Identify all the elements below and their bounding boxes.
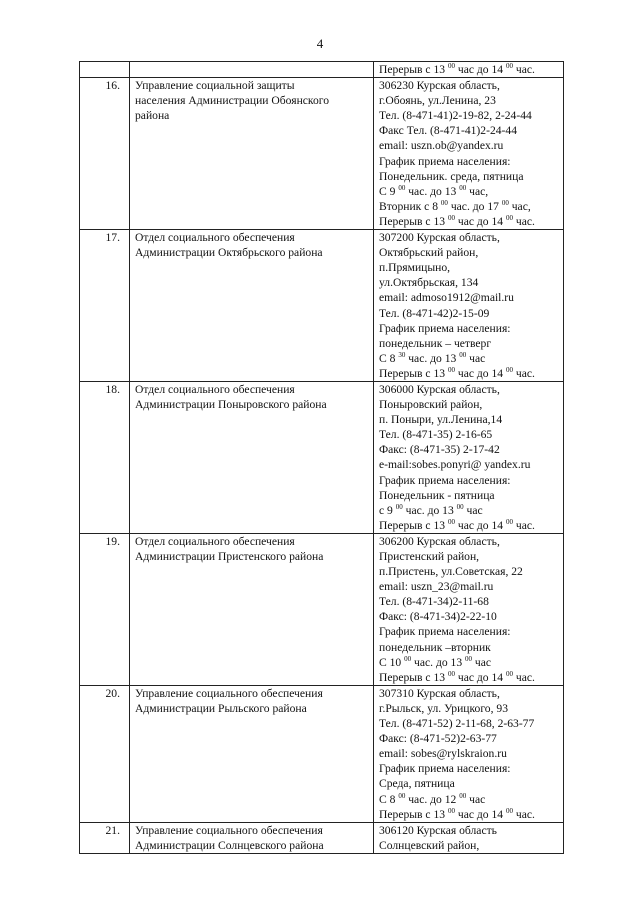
contact-info-text: 307310 Курская область, xyxy=(379,686,500,700)
contact-info-text: Октябрьский район, xyxy=(379,246,479,260)
time-minutes-superscript: 00 xyxy=(404,654,412,663)
contact-info-text: С 8 xyxy=(379,792,399,806)
contact-info-text: email: sobes@rylskraion.ru xyxy=(379,747,507,761)
contact-info-text: Понедельник. среда, пятница xyxy=(379,169,524,183)
organization-name-line: Администрации Октябрьского района xyxy=(135,246,323,260)
contact-info-line xyxy=(379,78,563,93)
contact-info-text: п.Пристень, ул.Советская, 22 xyxy=(379,565,523,579)
contact-info-line xyxy=(379,169,563,184)
contact-info-text: Тел. (8-471-34)2-11-68 xyxy=(379,595,489,609)
contact-info-line xyxy=(379,473,563,488)
contact-info-text: 306120 Курская область xyxy=(379,823,497,837)
time-minutes-superscript: 00 xyxy=(447,806,455,815)
contact-info-text: час. до 17 xyxy=(447,199,502,213)
contact-info-text: С 8 xyxy=(379,351,399,365)
contact-info-text: понедельник –вторник xyxy=(379,640,491,654)
contact-info-text: г.Рыльск, ул. Урицкого, 93 xyxy=(379,701,508,715)
contact-info-text: Факс: (8-471-35) 2-17-42 xyxy=(379,443,500,457)
contact-info-text: Факс: (8-471-34)2-22-10 xyxy=(379,610,497,624)
contact-info-line xyxy=(379,245,563,260)
contact-info-text: Тел. (8-471-52) 2-11-68, 2-63-77 xyxy=(379,717,535,731)
organization-name-cell xyxy=(130,381,374,533)
contact-info-text: час до 14 xyxy=(454,366,506,380)
organization-name-line: Отдел социального обеспечения xyxy=(135,231,295,245)
contact-info-text: час. до 13 xyxy=(405,351,460,365)
contact-info-text: Солнцевский район, xyxy=(379,838,480,852)
organization-name-line: Управление социальной защиты xyxy=(135,79,295,93)
organization-name-line: Администрации Рыльского района xyxy=(135,701,307,715)
contact-info-text: e-mail:sobes.ponyri@ yandex.ru xyxy=(379,458,531,472)
contact-info-text: час, xyxy=(508,199,531,213)
time-minutes-superscript: 00 xyxy=(456,502,464,511)
time-minutes-superscript: 00 xyxy=(459,791,467,800)
contact-info-line xyxy=(379,93,563,108)
contact-info-cell xyxy=(374,822,564,853)
organization-name-cell xyxy=(130,78,374,230)
time-minutes-superscript: 00 xyxy=(505,62,513,70)
contact-info-line xyxy=(379,488,563,503)
table-row xyxy=(80,822,564,853)
table-body xyxy=(80,62,564,854)
contact-info-line xyxy=(379,366,563,381)
row-number-cell xyxy=(80,62,130,78)
contact-info-cell xyxy=(374,62,564,78)
contact-info-text: час. xyxy=(512,214,535,228)
contact-info-line xyxy=(379,275,563,290)
time-minutes-superscript: 00 xyxy=(505,213,513,222)
contact-info-text: Перерыв с 13 xyxy=(379,518,448,532)
contact-info-line xyxy=(379,321,563,336)
contact-info-line xyxy=(379,108,563,123)
contact-info-text: 306000 Курская область, xyxy=(379,382,500,396)
contact-info-text: час до 14 xyxy=(454,807,506,821)
contact-info-line xyxy=(379,442,563,457)
contact-info-line xyxy=(379,640,563,655)
table-row-continuation xyxy=(80,62,564,78)
contact-info-text: 306230 Курская область, xyxy=(379,79,500,93)
page-number: 4 xyxy=(316,36,324,51)
contact-info-line xyxy=(379,686,563,701)
contact-info-line xyxy=(379,336,563,351)
contact-info-text: email: uszn_23@mail.ru xyxy=(379,580,494,594)
contact-info-line xyxy=(379,518,563,533)
time-minutes-superscript: 00 xyxy=(501,198,509,207)
contact-info-cell xyxy=(374,533,564,685)
organization-name-cell xyxy=(130,685,374,822)
contact-info-cell xyxy=(374,78,564,230)
time-minutes-superscript: 00 xyxy=(395,502,403,511)
contact-info-line xyxy=(379,792,563,807)
contact-info-line xyxy=(379,412,563,427)
organizations-table xyxy=(79,61,564,854)
contact-info-text: час до 14 xyxy=(454,670,506,684)
contact-info-text: понедельник – четверг xyxy=(379,336,492,350)
contact-info-text: час xyxy=(466,792,486,806)
time-minutes-superscript: 00 xyxy=(447,365,455,374)
time-minutes-superscript: 00 xyxy=(447,62,455,70)
contact-info-line xyxy=(379,457,563,472)
contact-info-text: с 9 xyxy=(379,503,396,517)
contact-info-line xyxy=(379,306,563,321)
organization-name-line: Администрации Поныровского района xyxy=(135,398,327,412)
contact-info-text: ул.Октябрьская, 134 xyxy=(379,276,479,290)
contact-info-text: час. до 13 xyxy=(402,503,457,517)
organization-name-line: Администрации Пристенского района xyxy=(135,550,324,563)
contact-info-text: час. до 13 xyxy=(411,655,466,669)
contact-info-text: час, xyxy=(466,184,489,198)
organization-name-cell xyxy=(130,822,374,853)
contact-info-line xyxy=(379,579,563,594)
contact-info-line xyxy=(379,382,563,397)
time-minutes-superscript: 00 xyxy=(398,791,406,800)
contact-info-cell xyxy=(374,381,564,533)
contact-info-line xyxy=(379,260,563,275)
row-number-cell: 20. xyxy=(80,685,130,822)
contact-info-text: г.Обоянь, ул.Ленина, 23 xyxy=(379,94,496,108)
time-minutes-superscript: 00 xyxy=(459,350,467,359)
time-minutes-superscript: 00 xyxy=(447,213,455,222)
contact-info-line xyxy=(379,549,563,564)
contact-info-text: Перерыв с 13 xyxy=(379,366,448,380)
contact-info-text: Перерыв с 13 xyxy=(379,214,448,228)
contact-info-text: С 10 xyxy=(379,655,405,669)
organization-name-line: Отдел социального обеспечения xyxy=(135,382,295,396)
time-minutes-superscript: 00 xyxy=(465,654,473,663)
contact-info-text: Перерыв с 13 xyxy=(379,670,448,684)
contact-info-text: час. xyxy=(512,366,535,380)
contact-info-line xyxy=(379,776,563,791)
organization-name-line: района xyxy=(135,109,170,123)
organization-name-line: Отдел социального обеспечения xyxy=(135,534,295,548)
contact-info-text: Пристенский район, xyxy=(379,550,480,563)
contact-info-text: Среда, пятница xyxy=(379,777,455,791)
contact-info-text: Перерыв с 13 xyxy=(379,807,448,821)
contact-info-text: Факс Тел. (8-471-41)2-24-44 xyxy=(379,124,517,138)
time-minutes-superscript: 00 xyxy=(505,669,513,678)
contact-info-text: час. xyxy=(512,63,535,76)
organization-name-line: Администрации Солнцевского района xyxy=(135,838,324,852)
contact-info-line xyxy=(379,351,563,366)
contact-info-line xyxy=(379,609,563,624)
contact-info-line xyxy=(379,823,563,838)
contact-info-text: График приема населения: xyxy=(379,762,511,776)
contact-info-line xyxy=(379,214,563,229)
table-row xyxy=(80,230,564,382)
contact-info-line xyxy=(379,655,563,670)
contact-info-text: час. до 12 xyxy=(405,792,460,806)
time-minutes-superscript: 00 xyxy=(505,517,513,526)
contact-info-text: График приема населения: xyxy=(379,154,511,168)
contact-info-text: Тел. (8-471-42)2-15-09 xyxy=(379,306,490,320)
row-number-cell: 19. xyxy=(80,533,130,685)
contact-info-text: Факс: (8-471-52)2-63-77 xyxy=(379,732,497,746)
table-row xyxy=(80,533,564,685)
time-minutes-superscript: 00 xyxy=(447,517,455,526)
time-minutes-superscript: 00 xyxy=(505,365,513,374)
time-minutes-superscript: 00 xyxy=(440,198,448,207)
contact-info-line xyxy=(379,427,563,442)
organization-name-cell xyxy=(130,230,374,382)
contact-info-cell xyxy=(374,685,564,822)
contact-info-text: График приема населения: xyxy=(379,321,511,335)
time-minutes-superscript: 00 xyxy=(398,183,406,192)
contact-info-text: Тел. (8-471-35) 2-16-65 xyxy=(379,428,493,442)
contact-info-line xyxy=(379,624,563,639)
contact-info-line xyxy=(379,230,563,245)
contact-info-text: email: admoso1912@mail.ru xyxy=(379,291,514,305)
time-minutes-superscript: 00 xyxy=(505,806,513,815)
contact-info-text: час xyxy=(463,503,483,517)
contact-info-text: п. Поныри, ул.Ленина,14 xyxy=(379,413,503,427)
contact-info-text: час до 14 xyxy=(454,214,506,228)
time-minutes-superscript: 30 xyxy=(398,350,406,359)
contact-info-line xyxy=(379,62,563,77)
organization-name-line: Управление социального обеспечения xyxy=(135,686,323,700)
time-minutes-superscript: 00 xyxy=(459,183,467,192)
row-number-cell: 17. xyxy=(80,230,130,382)
contact-info-text: час xyxy=(472,655,492,669)
table-row xyxy=(80,381,564,533)
contact-info-line xyxy=(379,761,563,776)
contact-info-text: Тел. (8-471-41)2-19-82, 2-24-44 xyxy=(379,109,532,123)
contact-info-line xyxy=(379,184,563,199)
organization-name-line: Управление социального обеспечения xyxy=(135,823,323,837)
contact-info-line xyxy=(379,564,563,579)
contact-info-text: 307200 Курская область, xyxy=(379,231,500,245)
contact-info-line xyxy=(379,397,563,412)
contact-info-line xyxy=(379,807,563,822)
contact-info-text: час. до 13 xyxy=(405,184,460,198)
table-row xyxy=(80,685,564,822)
contact-info-line xyxy=(379,701,563,716)
contact-info-text: График приема населения: xyxy=(379,625,511,639)
contact-info-text: email: uszn.ob@yandex.ru xyxy=(379,139,504,153)
contact-info-line xyxy=(379,154,563,169)
contact-info-text: час до 14 xyxy=(454,518,506,532)
contact-info-line xyxy=(379,670,563,685)
contact-info-line xyxy=(379,199,563,214)
contact-info-text: 306200 Курская область, xyxy=(379,534,500,548)
contact-info-text: час. xyxy=(512,670,535,684)
contact-info-text: час. xyxy=(512,518,535,532)
contact-info-text: п.Прямицыно, xyxy=(379,261,451,275)
contact-info-line xyxy=(379,746,563,761)
contact-info-text: Понедельник - пятница xyxy=(379,488,495,502)
contact-info-line xyxy=(379,838,563,853)
contact-info-text: Поныровский район, xyxy=(379,398,483,412)
contact-info-line xyxy=(379,534,563,549)
contact-info-text: час xyxy=(466,351,486,365)
contact-info-text: час до 14 xyxy=(454,63,506,76)
contact-info-text: График приема населения: xyxy=(379,473,511,487)
contact-info-text: С 9 xyxy=(379,184,399,198)
contact-info-line xyxy=(379,123,563,138)
contact-info-line xyxy=(379,594,563,609)
contact-info-text: Перерыв с 13 xyxy=(379,63,448,76)
row-number-cell: 16. xyxy=(80,78,130,230)
contact-info-line xyxy=(379,731,563,746)
organization-name-line: населения Администрации Обоянского xyxy=(135,94,330,108)
contact-info-text: час. xyxy=(512,807,535,821)
organization-name-cell xyxy=(130,533,374,685)
row-number-cell: 21. xyxy=(80,822,130,853)
contact-info-cell xyxy=(374,230,564,382)
organization-name-cell xyxy=(130,62,374,78)
time-minutes-superscript: 00 xyxy=(447,669,455,678)
row-number-cell: 18. xyxy=(80,381,130,533)
contact-info-line xyxy=(379,138,563,153)
table-row xyxy=(80,78,564,230)
contact-info-line xyxy=(379,503,563,518)
contact-info-line xyxy=(379,716,563,731)
contact-info-text: Вторник с 8 xyxy=(379,199,441,213)
contact-info-line xyxy=(379,290,563,305)
